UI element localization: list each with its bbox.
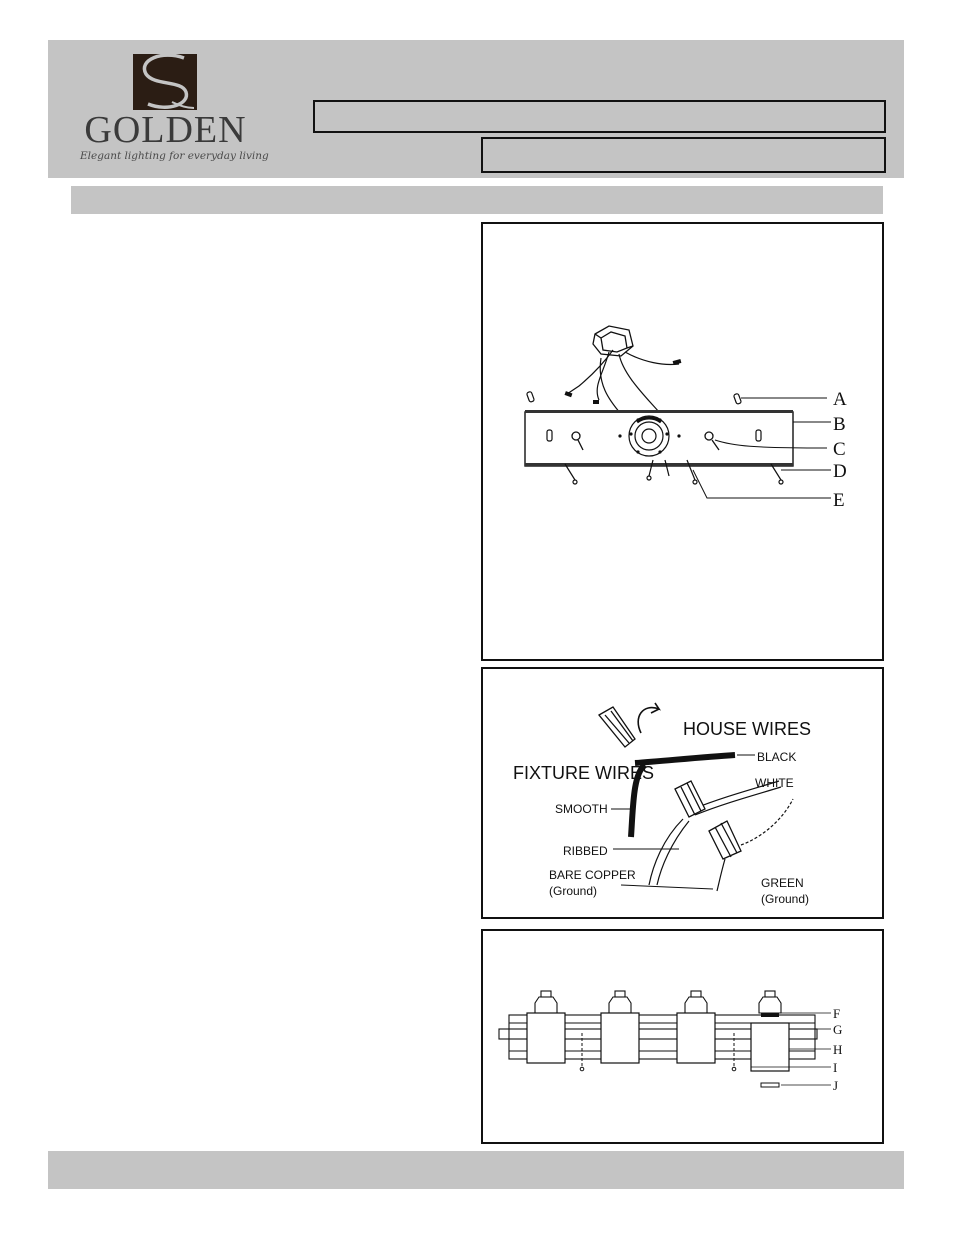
mounting-diagram	[483, 224, 882, 659]
wiring-diagram	[483, 669, 882, 917]
fixture-wires-label: FIXTURE WIRES	[513, 763, 655, 783]
part-label-h: H	[833, 1042, 843, 1057]
product-subtitle-box	[481, 137, 886, 173]
section-header-bar	[71, 186, 883, 214]
s-logo-icon	[132, 50, 198, 112]
lamp-sockets	[535, 991, 781, 1013]
bare-copper-wire	[717, 859, 725, 891]
product-title-box	[313, 100, 886, 133]
wiring-diagram-panel	[481, 667, 884, 919]
part-label-d: D	[833, 461, 847, 482]
part-label-b: B	[833, 414, 846, 435]
part-labels	[833, 389, 847, 511]
house-wires	[567, 350, 679, 414]
part-label-g: G	[833, 1022, 843, 1037]
green-label: GREEN	[761, 876, 804, 890]
part-label-j: J	[833, 1078, 839, 1093]
footer-bar	[48, 1151, 904, 1189]
brand-name: GOLDEN	[84, 109, 247, 151]
bare-copper-label: BARE COPPER	[549, 868, 636, 882]
shade-assembly-diagram	[483, 931, 882, 1142]
black-wire	[635, 755, 735, 763]
shade-assembly-panel	[481, 929, 884, 1144]
mounting-diagram-panel	[481, 222, 884, 661]
bare-copper-ground-label: (Ground)	[549, 884, 598, 898]
twist-arrow-icon	[638, 703, 659, 733]
junction-box	[593, 326, 633, 356]
ribbed-label: RIBBED	[563, 844, 608, 858]
white-label: WHITE	[755, 776, 794, 790]
green-ground-label: (Ground)	[761, 892, 810, 906]
part-label-i: I	[833, 1060, 838, 1075]
finial	[761, 1083, 779, 1087]
wire-nut-icon	[599, 707, 635, 747]
golden-logo	[78, 46, 269, 174]
part-label-f: F	[833, 1006, 841, 1021]
socket-ring	[761, 1013, 779, 1017]
ribbed-fixture-wire	[649, 819, 683, 885]
part-label-c: C	[833, 439, 846, 460]
smooth-label: SMOOTH	[555, 802, 608, 816]
part-label-e: E	[833, 490, 845, 511]
black-label: BLACK	[757, 750, 797, 764]
brand-tagline: Elegant lighting for everyday living	[80, 150, 269, 162]
part-label-a: A	[833, 389, 847, 410]
glass-shades	[527, 1013, 789, 1071]
green-ground-wire	[741, 799, 793, 845]
house-wires-label: HOUSE WIRES	[683, 719, 812, 739]
